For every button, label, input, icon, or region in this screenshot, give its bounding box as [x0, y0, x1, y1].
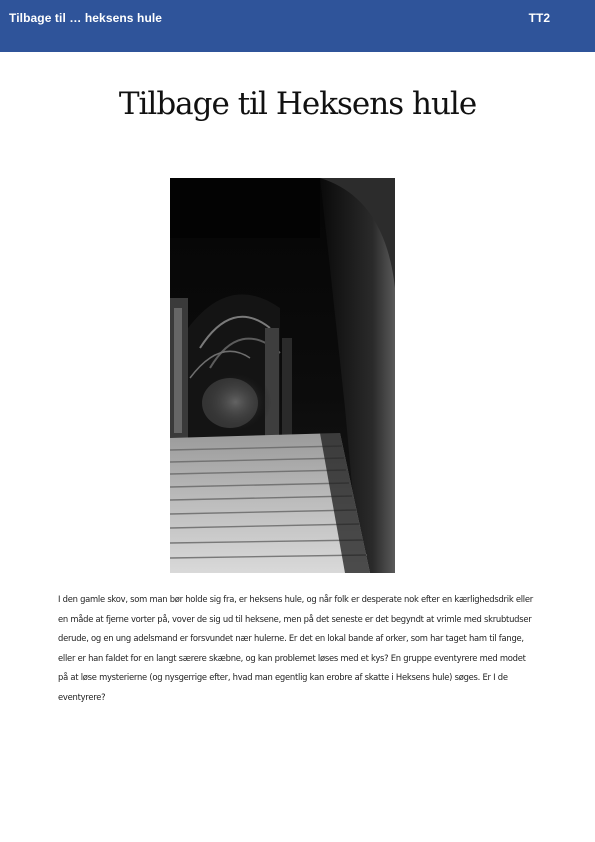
page-title: Tilbage til Heksens hule	[118, 86, 477, 122]
stairway-photo	[170, 178, 395, 573]
header-bar	[0, 0, 595, 52]
header-title: Tilbage til … heksens hule	[9, 11, 163, 25]
header-code: TT2	[528, 11, 550, 25]
intro-paragraph: I den gamle skov, som man bør holde sig fra, er heksens hule, og når folk er desperate nok efter en kærlighedsdrik eller en måde at fjerne vorter på, vover de sig ud til heksene, men på det seneste er det begyndt at vrimle med skrubtudser derude, og en ung adelsmand er forsvundet nær hulerne. Er det en lokal bande af orker, som har taget ham til fange, eller er han faldet for en langt særere skæbne, og kan problemet løses med et kys? En gruppe eventyrere med modet på at løse mysterierne (og nysgerrige efter, hvad man egentlig kan erobre af skatte i Heksens hule) søges. Er I de eventyrere?	[58, 594, 533, 702]
